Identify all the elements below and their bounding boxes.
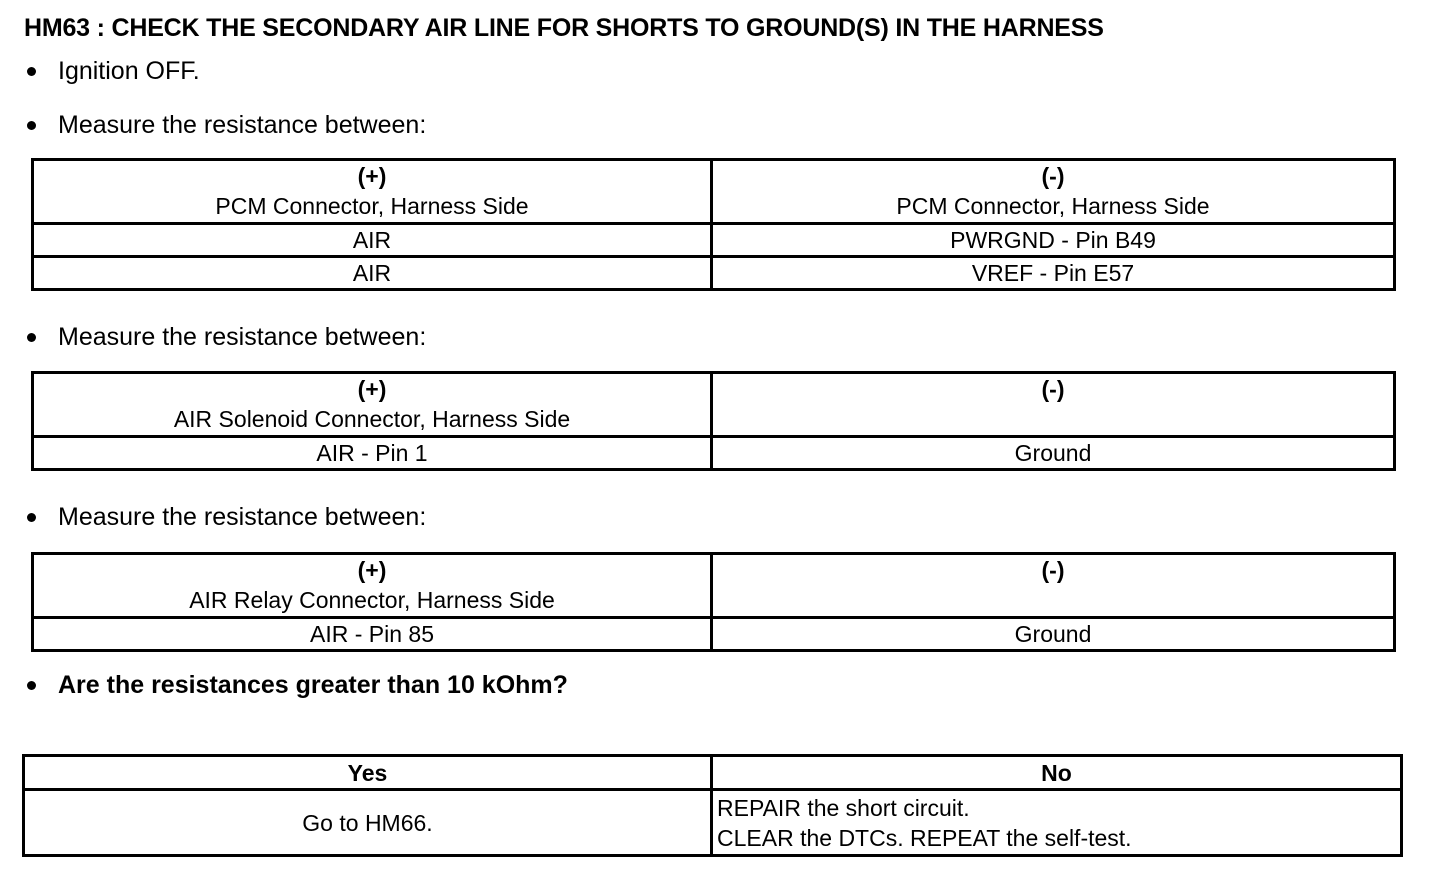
page-title: HM63 : CHECK THE SECONDARY AIR LINE FOR SHORTS TO GROUND(S) IN THE HARNESS: [24, 14, 1104, 42]
table-header-row: [33, 554, 1395, 618]
bullet-icon: [27, 67, 36, 76]
plus-label: AIR Relay Connector, Harness Side: [189, 587, 555, 613]
header-minus: [712, 160, 1395, 224]
plus-label: PCM Connector, Harness Side: [215, 193, 529, 219]
cell-plus: AIR: [33, 224, 712, 257]
header-minus: [712, 554, 1395, 618]
plus-symbol: (+): [357, 376, 387, 402]
cell-minus: Ground: [712, 437, 1395, 470]
plus-symbol: (+): [357, 163, 387, 189]
step-measure-3: [24, 503, 426, 532]
cell-minus: PWRGND - Pin B49: [712, 224, 1395, 257]
cell-minus: VREF - Pin E57: [712, 257, 1395, 290]
step-ignition-off: [24, 57, 200, 86]
cell-plus: AIR - Pin 1: [33, 437, 712, 470]
cell-minus: Ground: [712, 618, 1395, 651]
step-text: Ignition OFF.: [58, 57, 200, 85]
no-action-line-1: REPAIR the short circuit.: [717, 794, 970, 821]
yes-action: Go to HM66.: [24, 790, 712, 856]
resistance-table-relay: [31, 552, 1396, 652]
minus-symbol: (-): [1041, 163, 1065, 189]
step-text: Measure the resistance between:: [58, 503, 427, 531]
result-table: [22, 754, 1403, 857]
no-action-line-2: CLEAR the DTCs. REPEAT the self-test.: [717, 824, 1132, 851]
yes-header: Yes: [24, 756, 712, 790]
table-header-row: [33, 373, 1395, 437]
step-text: Measure the resistance between:: [58, 323, 427, 351]
header-plus: [33, 160, 712, 224]
resistance-table-solenoid: [31, 371, 1396, 471]
result-action-row: [24, 790, 1402, 856]
table-row: [33, 257, 1395, 290]
resistance-table-pcm: [31, 158, 1396, 291]
no-header: No: [712, 756, 1402, 790]
plus-label: AIR Solenoid Connector, Harness Side: [173, 406, 571, 432]
header-plus: [33, 373, 712, 437]
cell-plus: AIR: [33, 257, 712, 290]
bullet-icon: [27, 333, 36, 342]
step-measure-1: [24, 111, 426, 140]
bullet-icon: [27, 513, 36, 522]
header-minus: [712, 373, 1395, 437]
table-row: [33, 618, 1395, 651]
table-header-row: [33, 160, 1395, 224]
minus-label: PCM Connector, Harness Side: [896, 193, 1210, 219]
minus-symbol: (-): [1041, 557, 1065, 583]
result-header-row: [24, 756, 1402, 790]
step-measure-2: [24, 323, 426, 352]
bullet-icon: [27, 681, 36, 690]
question-text: Are the resistances greater than 10 kOhm?: [58, 671, 568, 699]
plus-symbol: (+): [357, 557, 387, 583]
header-plus: [33, 554, 712, 618]
step-text: Measure the resistance between:: [58, 111, 427, 139]
bullet-icon: [27, 121, 36, 130]
table-row: [33, 224, 1395, 257]
no-action: [712, 790, 1402, 856]
minus-symbol: (-): [1041, 376, 1065, 402]
table-row: [33, 437, 1395, 470]
cell-plus: AIR - Pin 85: [33, 618, 712, 651]
step-question: [24, 671, 568, 700]
